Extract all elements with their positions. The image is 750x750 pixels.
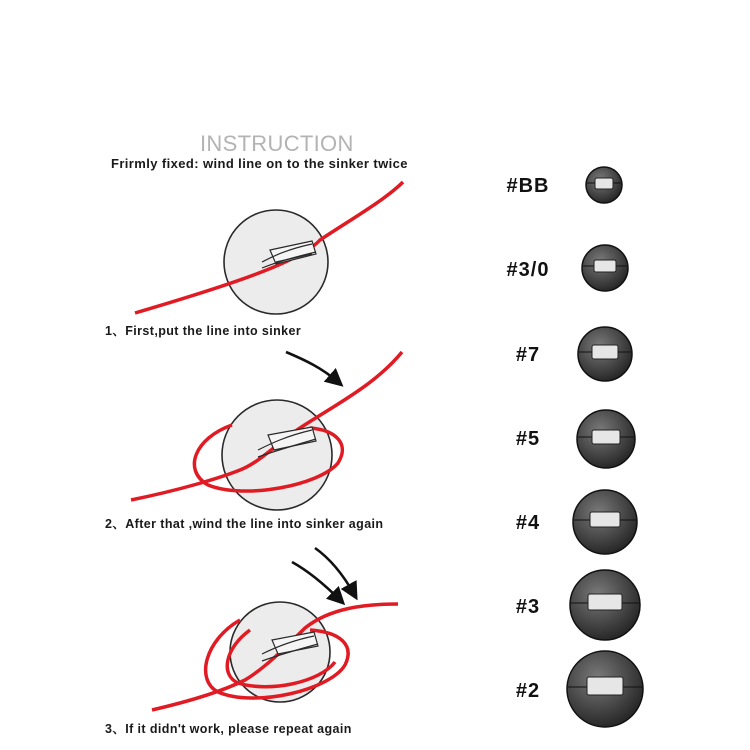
arrow-down-icon-left	[292, 562, 340, 600]
sinker-3-0	[582, 245, 628, 291]
step1-illustration	[135, 182, 403, 314]
sinker-5	[577, 410, 635, 468]
sinker-2	[567, 651, 643, 727]
step-2-text: 2、After that ,wind the line into sinker again	[105, 517, 384, 531]
step-1-text: 1、First,put the line into sinker	[105, 324, 302, 338]
sinker-3	[570, 570, 640, 640]
step-3-text: 3、If it didn't work, please repeat again	[105, 722, 352, 736]
arrow-down-icon-right	[315, 548, 354, 594]
sinker-bb	[586, 167, 622, 203]
step2-illustration	[131, 352, 402, 510]
arrow-down-icon	[286, 352, 338, 382]
size-label-4: #4	[515, 512, 541, 534]
sinker-size-chart	[567, 167, 643, 727]
size-label-7: #7	[515, 344, 541, 366]
size-label-2: #2	[515, 680, 541, 702]
instruction-subtitle: Frirmly fixed: wind line on to the sinker twice	[111, 156, 408, 171]
size-label-3: #3	[515, 596, 541, 618]
step3-illustration	[152, 602, 398, 710]
size-label-5: #5	[515, 428, 541, 450]
size-label-3-0: #3/0	[506, 259, 550, 281]
sinker-4	[573, 490, 637, 554]
size-label-bb: #BB	[506, 175, 550, 197]
sinker-7	[578, 327, 632, 381]
instruction-title: INSTRUCTION	[200, 131, 354, 156]
